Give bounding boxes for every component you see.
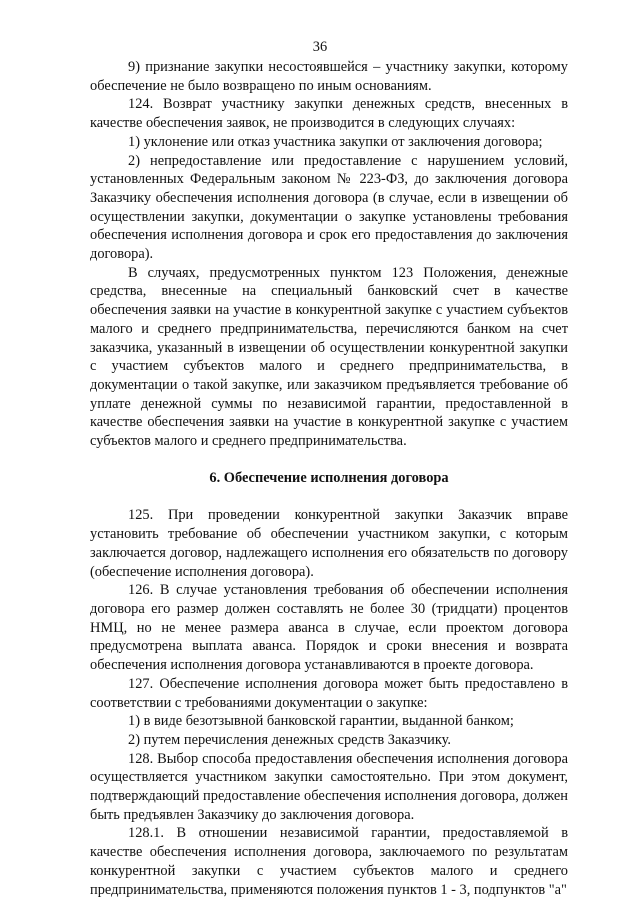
paragraph-124: 124. Возврат участнику закупки денежных средств, внесенных в качестве обеспечения заявок, не производится в следующих случаях: [90,96,568,132]
paragraph-124-item-2: 2) непредоставление или предоставление с нарушением условий, установленных Федеральным законом № 223-ФЗ, до заключения договора Заказчику обеспечения исполнения договора (в случае, если в извещении об осуществлении закупки, документации о закупке установлены требования обеспечения исполнения договора и срок его предоставления до заключения договора). [90,152,568,263]
document-body [90,58,568,899]
list-item-bank-guarantee: 1) в виде безотзывной банковской гарантии, выданной банком; [128,713,514,730]
paragraph-124-item-1: 1) уклонение или отказ участника закупки от заключения договора; [128,133,543,150]
page-number: 36 [312,39,328,55]
paragraph-127: 127. Обеспечение исполнения договора может быть предоставлено в соответствии с требованиями документации о закупке: [90,675,568,711]
paragraph-128-1: 128.1. В отношении независимой гарантии, предоставляемой в качестве обеспечения исполнения договора, заключаемого по результатам конкурентной закупки с участием субъектов малого и среднего предпринимательства, применяются положения пунктов 1 - 3, подпунктов "а" [90,825,568,898]
paragraph-126: 126. В случае установления требования об обеспечении исполнения договора его размер должен составлять не более 30 (тридцати) процентов НМЦ, но не менее размера аванса в случае, если проектом договора предусмотрена выплата аванса. Порядок и сроки внесения и возврата обеспечения исполнения договора устанавливаются в проекте договора. [90,582,568,674]
paragraph-9-item: 9) признание закупки несостоявшейся – участнику закупки, которому обеспечение не было возвращено по иным основаниям. [90,59,568,94]
list-item-cash-transfer: 2) путем перечисления денежных средств Заказчику. [128,731,451,748]
paragraph-cases-123: В случаях, предусмотренных пунктом 123 Положения, денежные средства, внесенные на специальный банковский счет в качестве обеспечения заявки на участие в конкурентной закупке с участием субъектов малого и среднего предпринимательства, перечисляются банком на счет заказчика, указанный в извещении об осуществлении конкурентной закупки с участием субъектов малого и среднего предпринимательства, в документации о такой закупке, или заказчиком предъявляется требование об уплате денежной суммы по независимой гарантии, предоставленной в качестве обеспечения заявки на участие в конкурентной закупке с участием субъектов малого и среднего предпринимательства. [90,264,568,450]
section-heading: 6. Обеспечение исполнения договора [209,469,449,486]
paragraph-128: 128. Выбор способа предоставления обеспечения исполнения договора осуществляется участником закупки самостоятельно. При этом документ, подтверждающий предоставление обеспечения исполнения договора, должен быть предъявлен Заказчику до заключения договора. [90,750,568,823]
paragraph-125: 125. При проведении конкурентной закупки Заказчик вправе установить требование об обеспечении участником закупки, с которым заключается договор, надлежащего исполнения его обязательств по договору (обеспечение исполнения договора). [90,507,568,580]
